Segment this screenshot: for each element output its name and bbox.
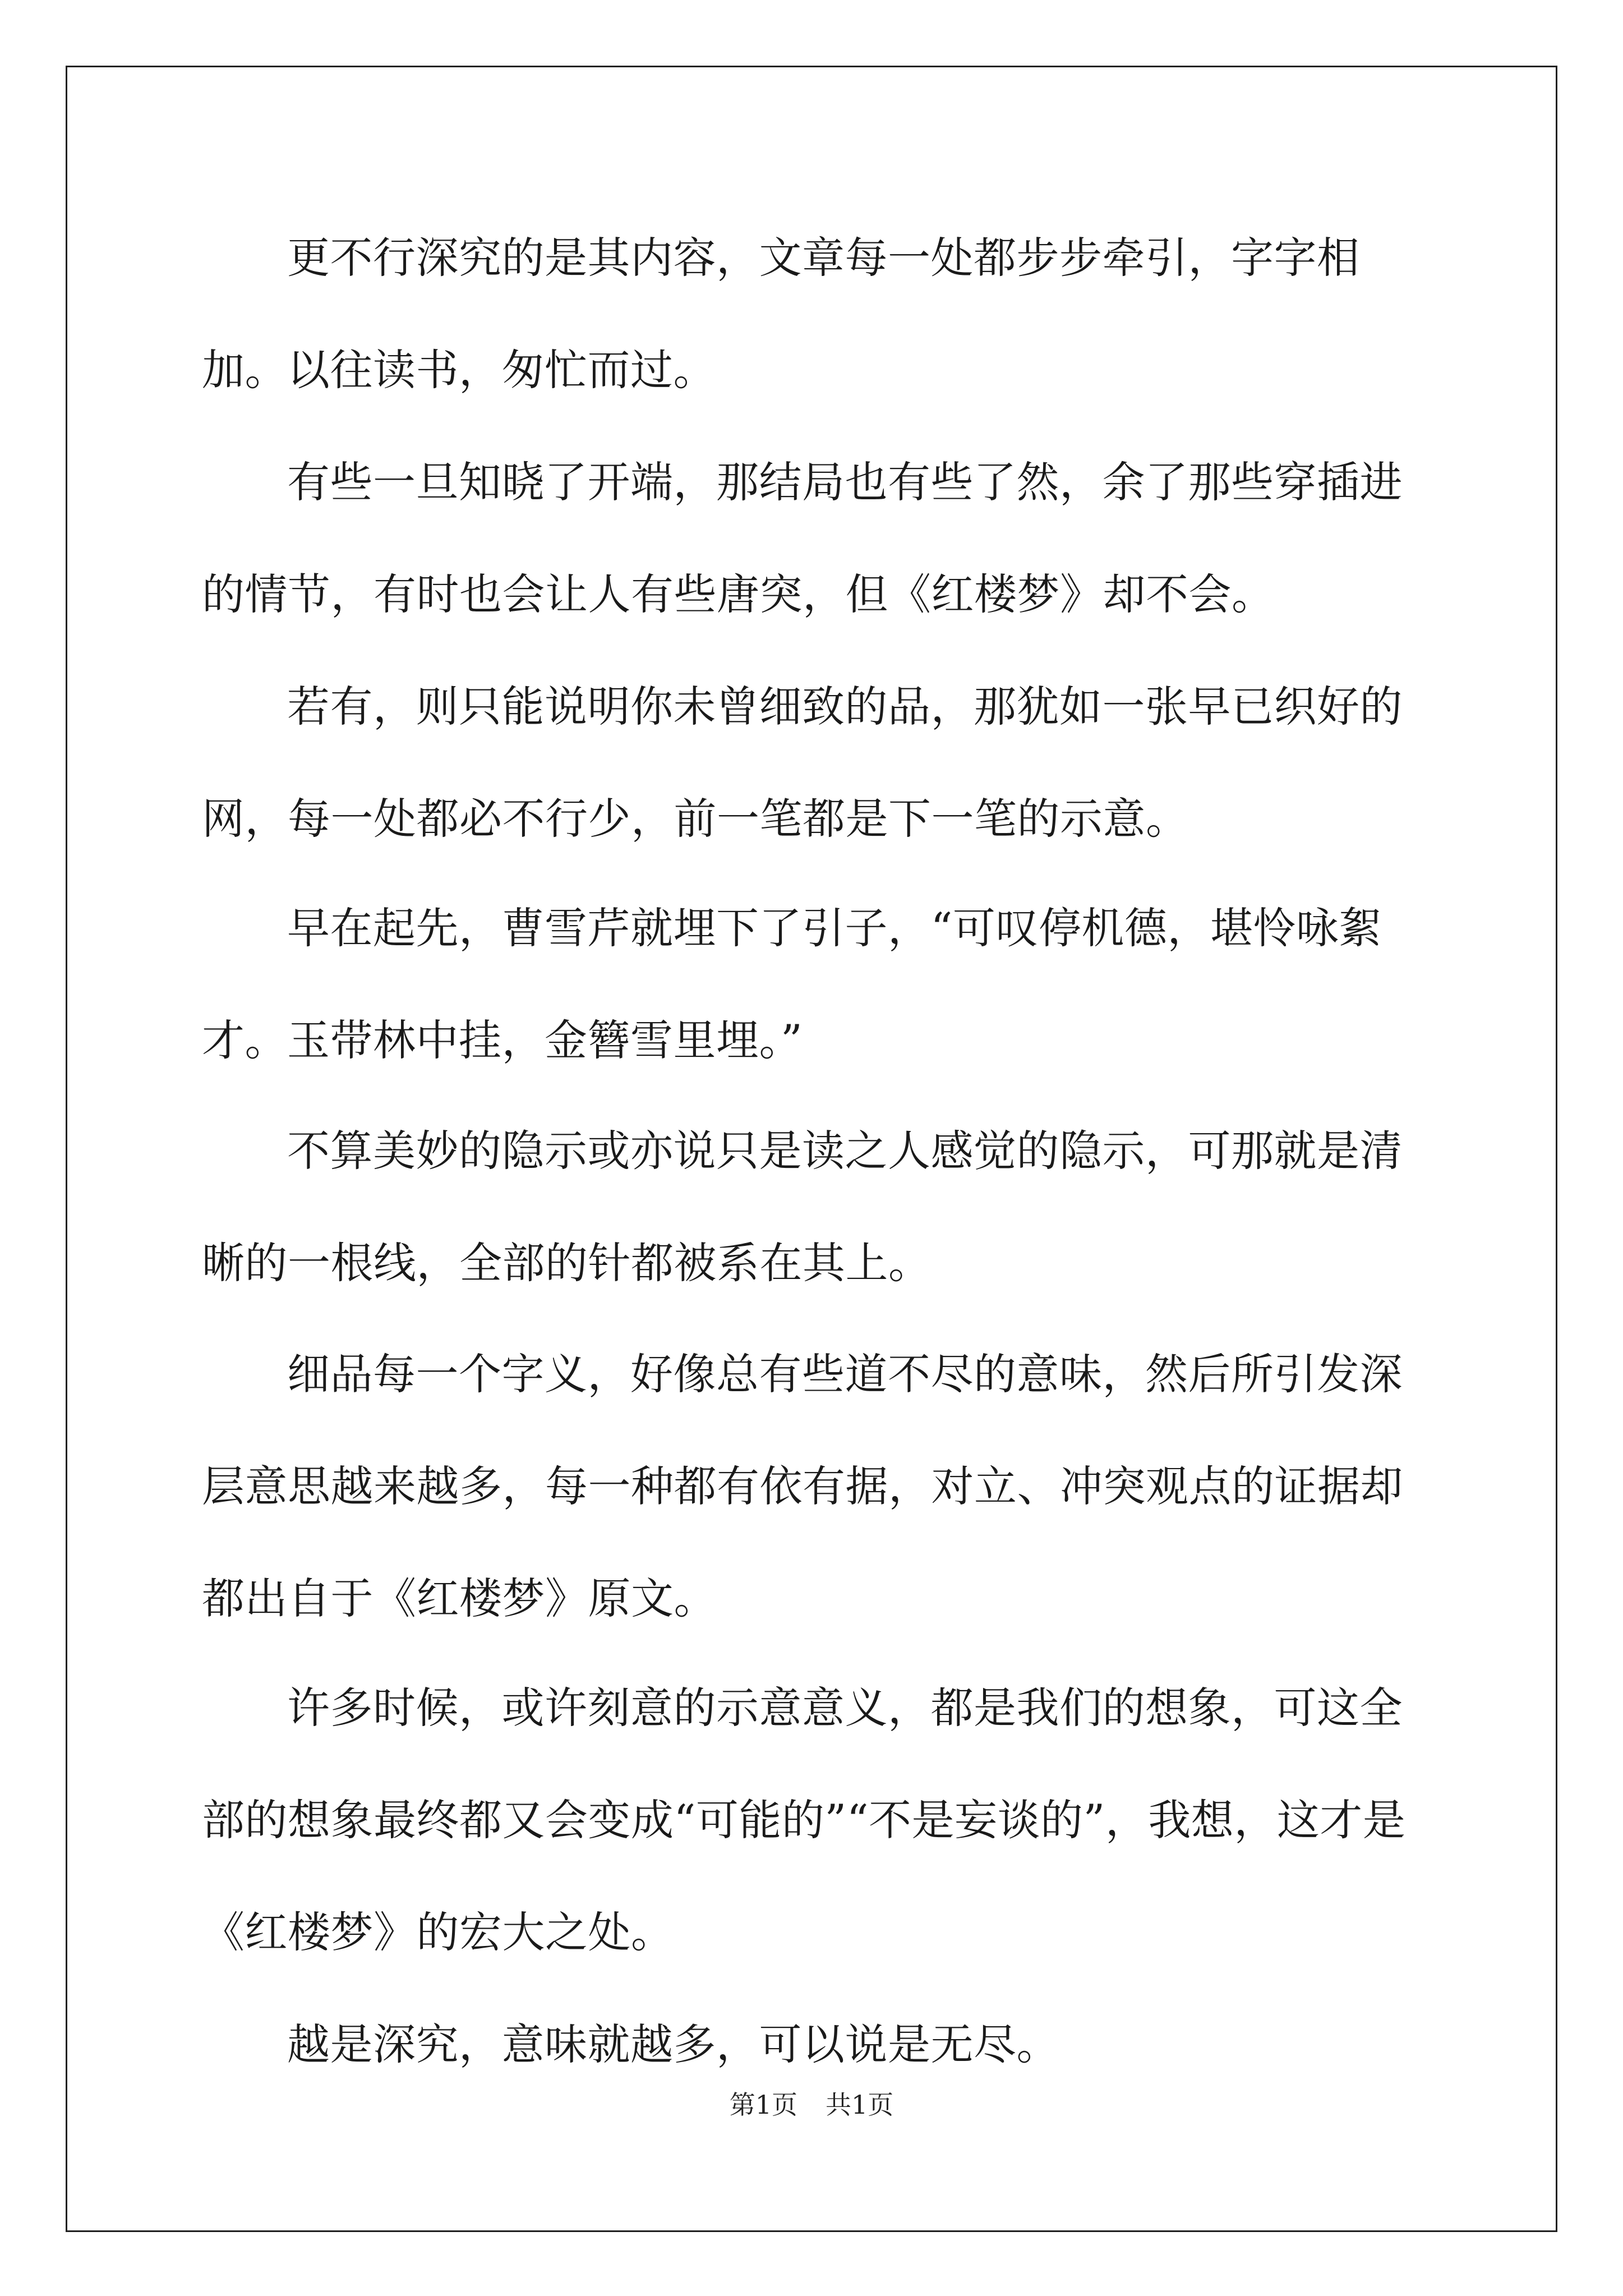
paragraph: 更不行深究的是其内容，文章每一处都步步牵引，字字相加。 (202, 233, 1360, 395)
paragraph: 玉带林中挂，金簪雪里埋。” (287, 1015, 803, 1065)
paragraph: 有些一旦知晓了开端，那结局也有些了然，余了那些穿插进的情节，有时也会让人有些唐突，但《红楼梦》却不会。 (202, 457, 1403, 619)
page-number-current: 第1页 (729, 2090, 797, 2120)
paragraph: 细品每一个字义，好像总有些道不尽的意味，然后所引发深层意思越来越多，每一种都有依有据，对立、冲突观点的证据却都出自于《红楼梦》原文。 (202, 1349, 1403, 1623)
page-number-total: 共1页 (826, 2090, 894, 2120)
paragraph: 许多时候，或许刻意的示意意义，都是我们的想象，可这全部的想象最终都又会变成“可能的”“不是妄谈的”，我想，这才是《红楼梦》的宏大之处。 (202, 1683, 1406, 1957)
paragraph: 若有，则只能说明你未曾细致的品，那犹如一张早已织好的网，每一处都必不行少，前一笔都是下一笔的示意。 (202, 682, 1403, 844)
paragraph: 早在起先，曹雪芹就埋下了引子，“可叹停机德，堪怜咏絮才。 (202, 903, 1382, 1065)
page-footer (0, 2088, 1623, 2122)
paragraph: 越是深究，意味就越多，可以说是无尽。 (287, 2019, 1059, 2069)
paragraph: 以往读书，匆忙而过。 (287, 345, 716, 395)
paragraph: 不算美妙的隐示或亦说只是读之人感觉的隐示，可那就是清晰的一根线，全部的针都被系在其上。 (202, 1126, 1403, 1288)
